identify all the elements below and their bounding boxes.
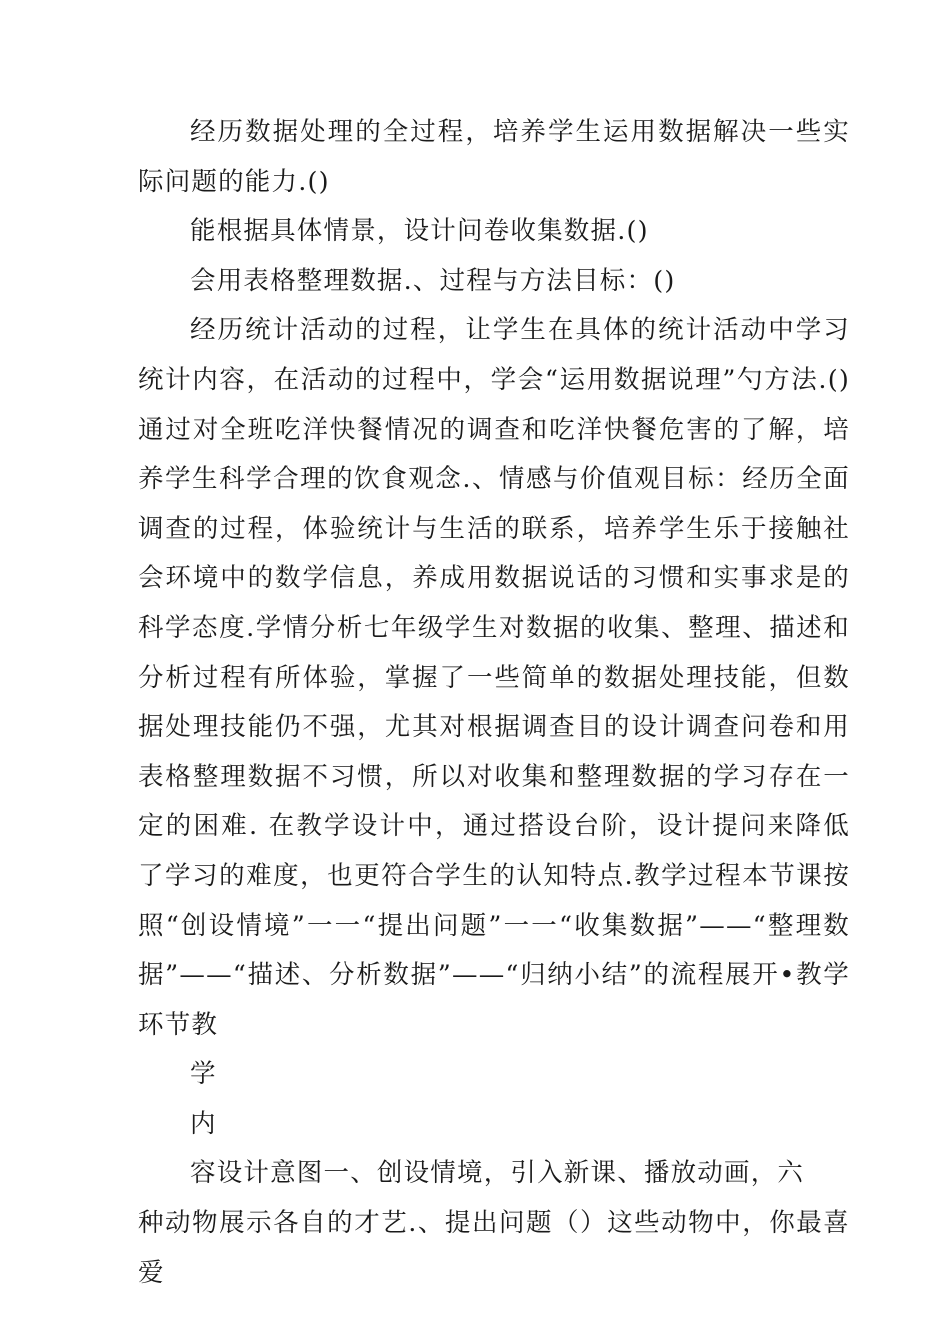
paragraph-questionnaire: 能根据具体情景，设计问卷收集数据.() xyxy=(190,216,649,247)
paragraph-xue: 学 xyxy=(190,1059,217,1090)
paragraph-statistics-activity: 经历统计活动的过程，让学生在具体的统计活动中学习统计内容，在活动的过程中，学会“运用数据说理”勺方法.()通过对全班吃洋快餐情况的调查和吃洋快餐危害的了解，培养学生科学合理的饮食观念.、情感与价值观目标：经历全面调查的过程，体验统计与生活的联系，培养学生乐于接触社会环境中的数学信息，养成用数据说话的习惯和实事求是的科学态度.学情分析七年级学生对数据的收集、整理、描述和分析过程有所体验，掌握了一些简单的数据处理技能，但数据处理技能仍不强，尤其对根据调查目的设计调查问卷和用表格整理数据不习惯，所以对收集和整理数据的学习存在一定的困难. 在教学设计中，通过搭设台阶，设计提问来降低了学习的难度，也更符合学生的认知特点.教学过程本节课按照“创设情境”一一“提出问题”一一“收集数据”——“整理数据”——“描述、分析数据”——“归纳小结”的流程展开•教学环节教 xyxy=(138,315,850,1040)
document-body xyxy=(138,108,850,1298)
paragraph-nei: 内 xyxy=(190,1108,217,1139)
paragraph-animals: 种动物展示各自的才艺.、提出问题（）这些动物中，你最喜爱 xyxy=(138,1208,850,1288)
paragraph-design-intent: 容设计意图一、创设情境，引入新课、播放动画，六 xyxy=(190,1158,805,1189)
paragraph-table-organize: 会用表格整理数据.、过程与方法目标：() xyxy=(190,265,676,296)
paragraph-data-processing: 经历数据处理的全过程，培养学生运用数据解决一些实际问题的能力.() xyxy=(138,117,850,197)
